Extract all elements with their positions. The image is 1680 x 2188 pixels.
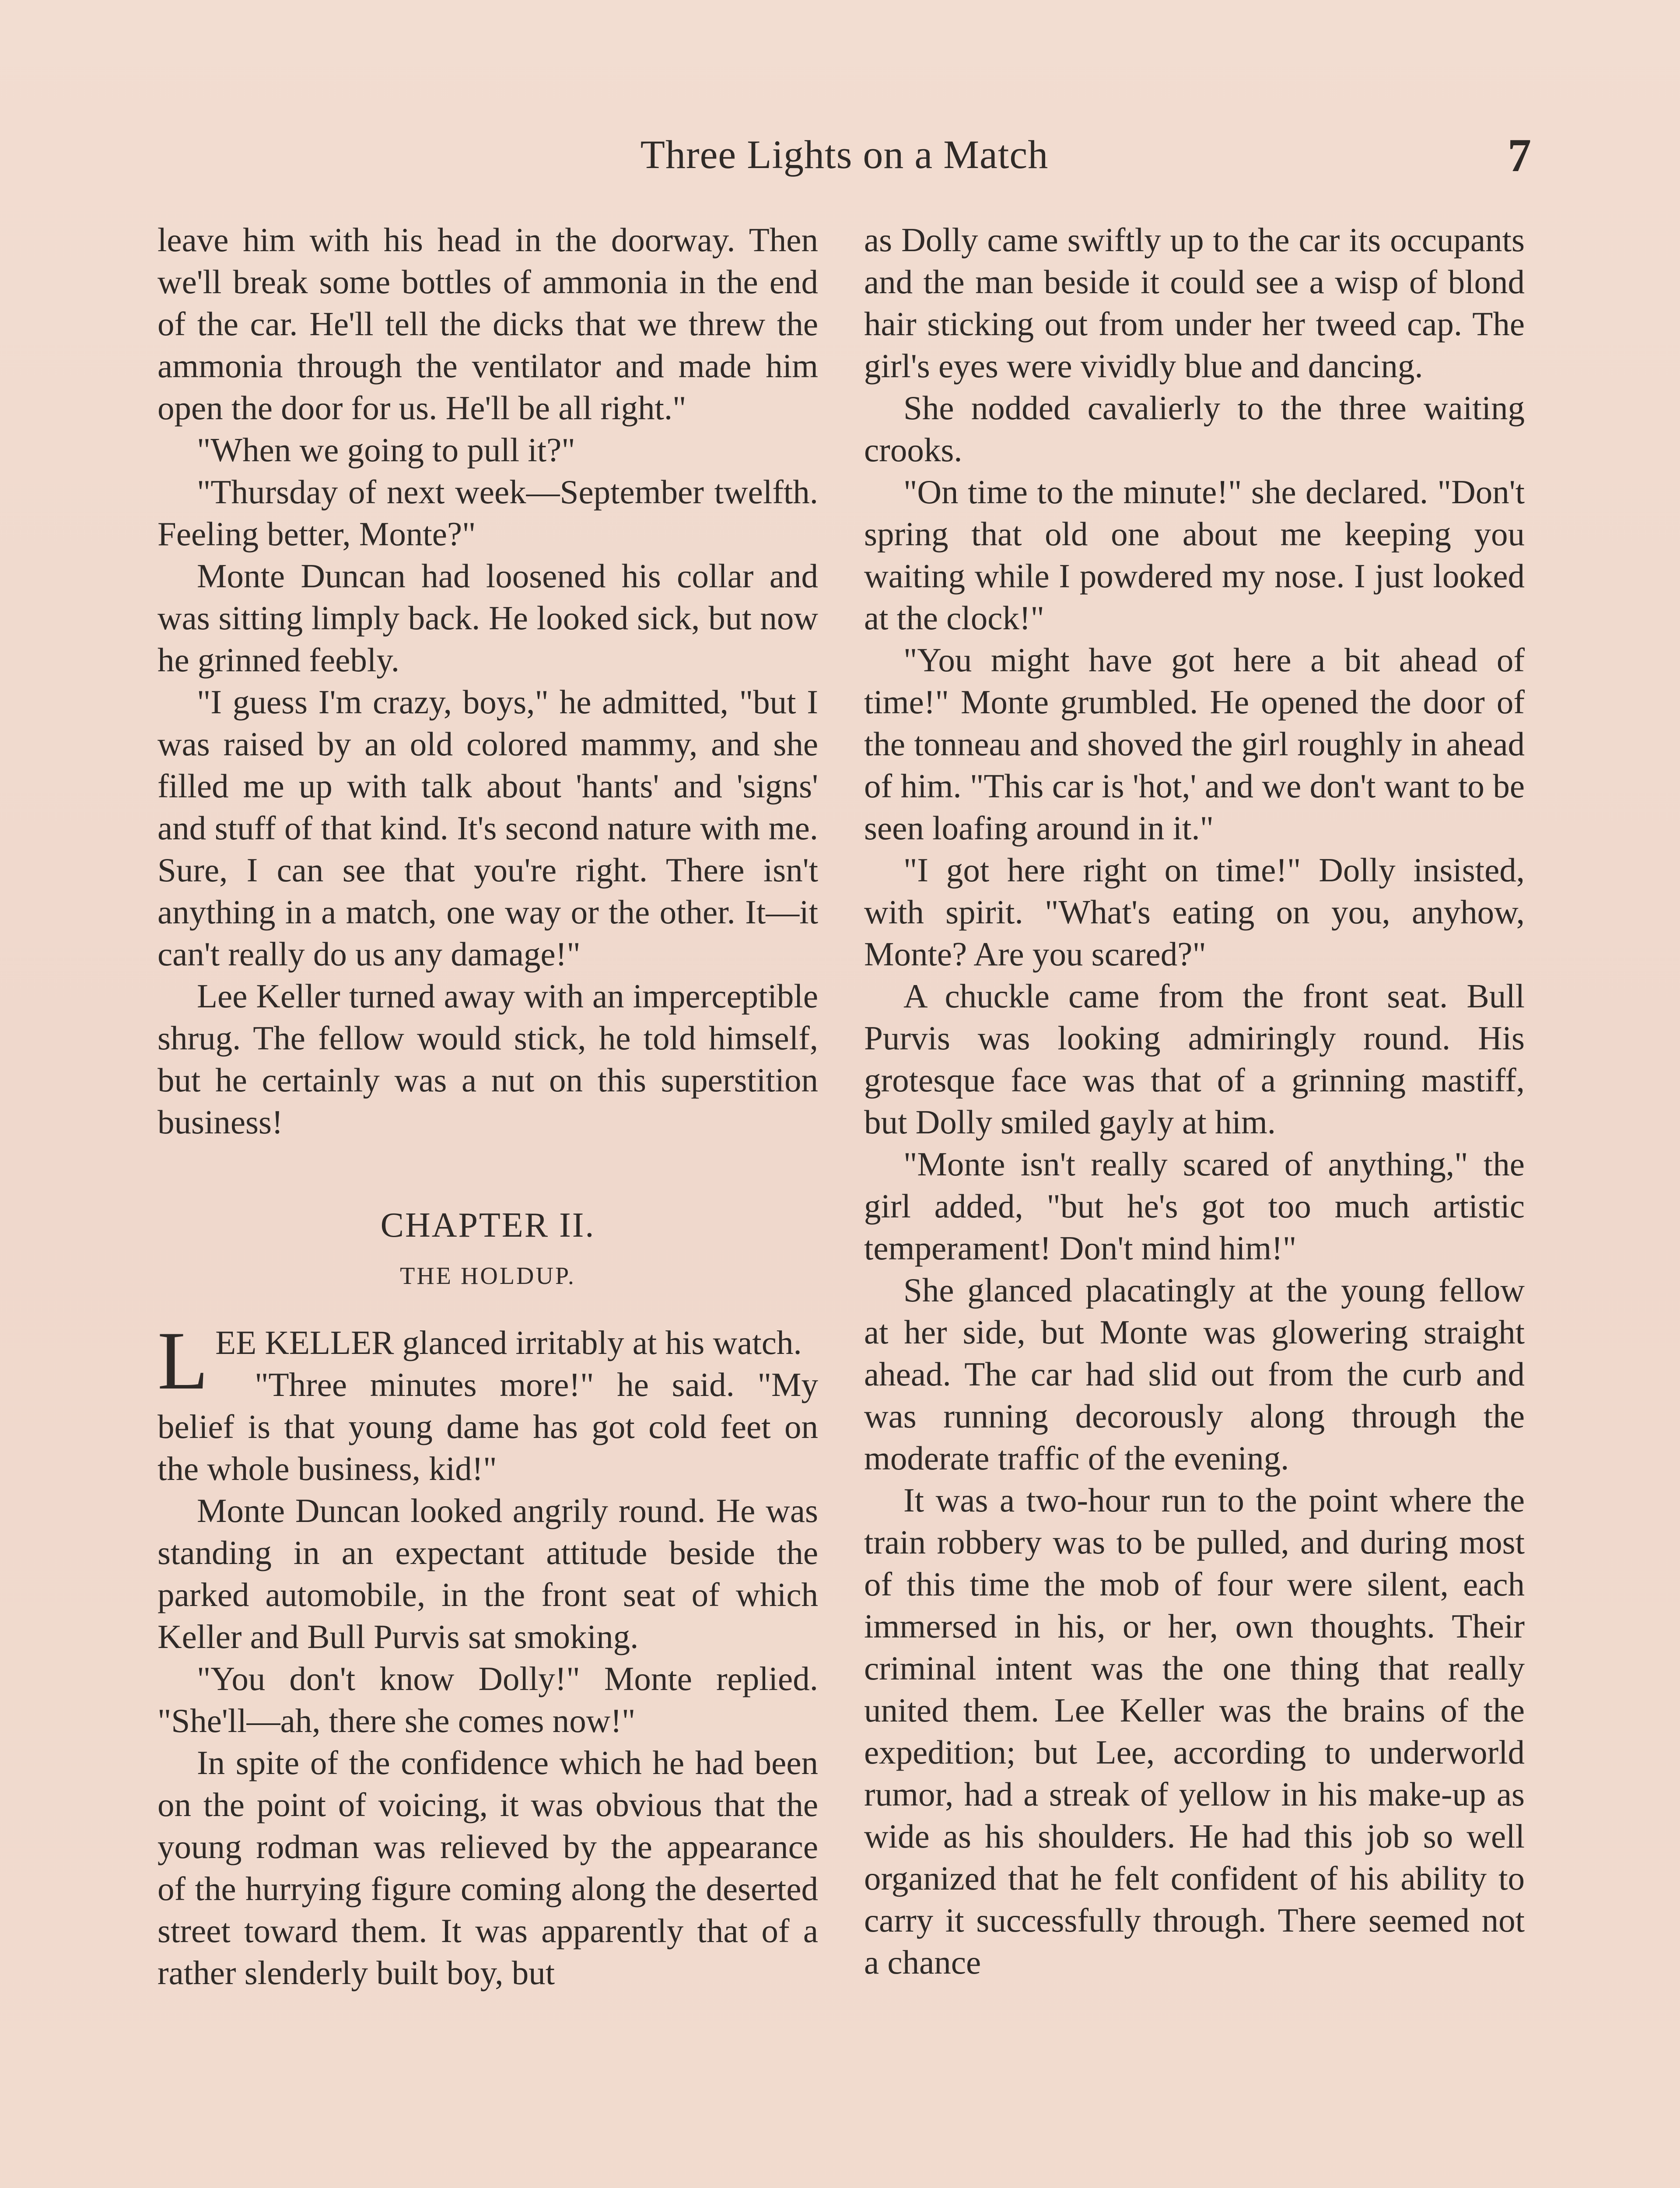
paragraph: "Three minutes more!" he said. "My belief is that young dame has got cold feet on the whole business, kid!": [158, 1366, 818, 1487]
paragraph: "I got here right on time!" Dolly insisted, with spirit. "What's eating on you, anyhow, Monte? Are you scared?": [864, 851, 1525, 973]
drop-cap: L: [158, 1315, 209, 1407]
paragraph: leave him with his head in the doorway. Then we'll break some bottles of ammonia in the end of the car. He'll tell the dicks that we threw the ammonia through the ventilator and made him open the door for us. He'll be all right.": [158, 221, 818, 427]
paragraph: as Dolly came swiftly up to the car its occupants and the man beside it could see a wisp of blond hair sticking out from under her tweed cap. The girl's eyes were vividly blue and dancing.: [864, 221, 1525, 385]
paragraph: She glanced placatingly at the young fellow at her side, but Monte was glowering straight ahead. The car had slid out from the curb and was running decorously along through the moderate traffic of the evening.: [864, 1271, 1525, 1477]
paragraph: "You don't know Dolly!" Monte replied. "She'll—ah, there she comes now!": [158, 1660, 818, 1739]
paragraph: It was a two-hour run to the point where the train robbery was to be pulled, and during most of this time the mob of four were silent, each immersed in his, or her, own thoughts. Their criminal intent was the one thing that really united them. Lee Keller was the brains of the expedition; but Lee, according to underworld rumor, had a streak of yellow in his make-up as wide as his shoulders. He had this job so well organized that he felt confident of his ability to carry it successfully through. There seemed not a chance: [864, 1481, 1525, 1981]
paragraph: "Monte isn't really scared of anything," the girl added, "but he's got too much artistic temperament! Don't mind him!": [864, 1145, 1525, 1267]
paragraph: Lee Keller turned away with an imperceptible shrug. The fellow would stick, he told himself, but he certainly was a nut on this superstition business!: [158, 977, 818, 1141]
right-column: [864, 219, 1525, 2188]
paragraph: Monte Duncan looked angrily round. He was standing in an expectant attitude beside the parked automobile, in the front seat of which Keller and Bull Purvis sat smoking.: [158, 1492, 818, 1655]
left-column: [158, 219, 818, 2188]
chapter-opening-paragraph: [158, 1315, 818, 1407]
page-number: 7: [1508, 130, 1531, 182]
paragraph: In spite of the confidence which he had been on the point of voicing, it was obvious that the young rodman was relieved by the appearance of the hurrying figure coming along the deserted street toward them. It was apparently that of a rather slenderly built boy, but: [158, 1744, 818, 1992]
paragraph: She nodded cavalierly to the three waiting crooks.: [864, 389, 1525, 469]
paragraph-text: EE KELLER glanced irritably at his watch.: [215, 1324, 802, 1361]
paragraph: "You might have got here a bit ahead of time!" Monte grumbled. He opened the door of the tonneau and shoved the girl roughly in ahead of him. "This car is 'hot,' and we don't want to be seen loafing around in it.": [864, 641, 1525, 847]
page-header: [158, 131, 1531, 188]
paragraph: Monte Duncan had loosened his collar and was sitting limply back. He looked sick, but now he grinned feebly.: [158, 557, 818, 679]
paragraph: A chuckle came from the front seat. Bull Purvis was looking admiringly round. His grotesque face was that of a grinning mastiff, but Dolly smiled gayly at him.: [864, 977, 1525, 1141]
chapter-heading: CHAPTER II.: [380, 1206, 595, 1245]
paragraph: "On time to the minute!" she declared. "Don't spring that old one about me keeping you waiting while I powdered my nose. I just looked at the clock!": [864, 473, 1525, 637]
paragraph: "When we going to pull it?": [197, 431, 575, 469]
paragraph: "Thursday of next week—September twelfth. Feeling better, Monte?": [158, 473, 818, 553]
running-title: Three Lights on a Match: [640, 132, 1049, 177]
chapter-subtitle: THE HOLDUP.: [400, 1262, 576, 1290]
paragraph: "I guess I'm crazy, boys," he admitted, "but I was raised by an old colored mammy, and she filled me up with talk about 'hants' and 'signs' and stuff of that kind. It's second nature with me. Sure, I can see that you're right. There isn't anything in a match, one way or the other. It—it can't really do us any damage!": [158, 683, 818, 973]
